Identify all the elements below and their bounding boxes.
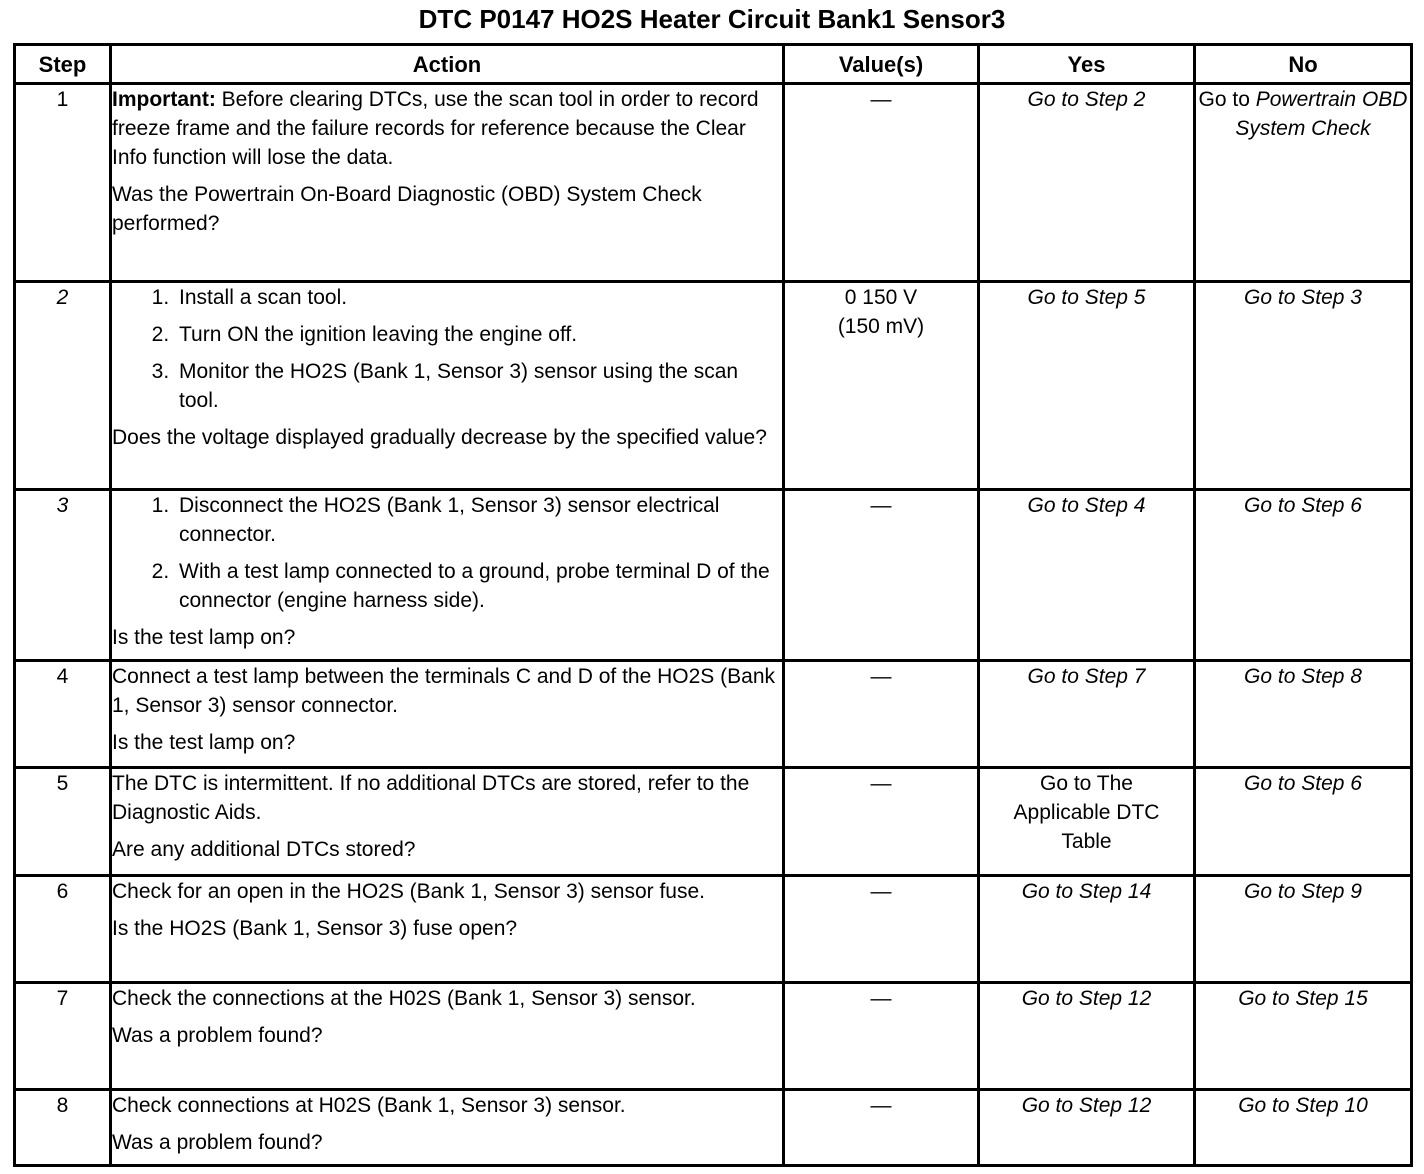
no-prefix: Go to xyxy=(1198,88,1256,111)
value-dash: — xyxy=(870,494,892,517)
no-cell: Go to Step 9 xyxy=(1195,876,1412,983)
value-dash: — xyxy=(870,1094,892,1117)
action-text: The DTC is intermittent. If no additional DTCs are stored, refer to the Diagnostic Aids. xyxy=(112,772,750,824)
value-dash: — xyxy=(870,772,892,795)
step-number: 3 xyxy=(15,490,111,661)
no-cell: Go to Step 6 xyxy=(1195,768,1412,876)
table-header-row xyxy=(15,45,1412,84)
value-cell xyxy=(784,661,979,768)
column-header-values: Value(s) xyxy=(784,45,979,84)
action-cell xyxy=(111,661,784,768)
table-row xyxy=(15,84,1412,282)
action-question: Are any additional DTCs stored? xyxy=(112,838,416,861)
table-row xyxy=(15,768,1412,876)
no-italic-text: Powertrain OBD System Check xyxy=(1235,88,1408,140)
table-row xyxy=(15,661,1412,768)
value-line: 0 150 V xyxy=(844,286,918,309)
action-question: Is the HO2S (Bank 1, Sensor 3) fuse open? xyxy=(112,917,518,940)
diagnostic-table xyxy=(13,43,1413,1167)
action-text: Check connections at H02S (Bank 1, Sensor 3) sensor. xyxy=(112,1094,626,1117)
yes-cell: Go to Step 7 xyxy=(979,661,1195,768)
value-dash: — xyxy=(870,880,892,903)
value-cell xyxy=(784,983,979,1090)
no-cell: Go to Step 6 xyxy=(1195,490,1412,661)
yes-cell: Go to Step 4 xyxy=(979,490,1195,661)
value-cell xyxy=(784,768,979,876)
yes-cell: Go to Step 14 xyxy=(979,876,1195,983)
step-number: 5 xyxy=(15,768,111,876)
action-question: Was a problem found? xyxy=(112,1131,323,1154)
action-cell xyxy=(111,490,784,661)
substep-item: 1. Install a scan tool. xyxy=(175,283,782,312)
no-cell xyxy=(1195,84,1412,282)
important-label: Important: xyxy=(112,88,216,111)
action-cell xyxy=(111,1090,784,1166)
step-number: 1 xyxy=(15,84,111,282)
table-row xyxy=(15,876,1412,983)
value-dash: — xyxy=(870,88,892,111)
action-question: Is the test lamp on? xyxy=(112,626,296,649)
value-dash: — xyxy=(870,665,892,688)
important-text: Before clearing DTCs, use the scan tool in order to record freeze frame and the failure records for reference because the Clear Info function will lose the data. xyxy=(112,88,759,169)
yes-cell: Go to Step 12 xyxy=(979,983,1195,1090)
substep-list xyxy=(112,491,782,615)
column-header-no: No xyxy=(1195,45,1412,84)
step-number: 6 xyxy=(15,876,111,983)
step-number: 8 xyxy=(15,1090,111,1166)
page-title: DTC P0147 HO2S Heater Circuit Bank1 Sensor3 xyxy=(418,4,1006,34)
substep-item: 1. Disconnect the HO2S (Bank 1, Sensor 3) sensor electrical connector. xyxy=(175,491,782,549)
substep-item: 2. With a test lamp connected to a ground, probe terminal D of the connector (engine harness side). xyxy=(175,557,782,615)
no-cell: Go to Step 15 xyxy=(1195,983,1412,1090)
value-dash: — xyxy=(870,987,892,1010)
action-question: Is the test lamp on? xyxy=(112,731,296,754)
no-cell: Go to Step 3 xyxy=(1195,282,1412,490)
action-text: Connect a test lamp between the terminals C and D of the HO2S (Bank 1, Sensor 3) sensor connector. xyxy=(112,665,776,717)
step-number: 4 xyxy=(15,661,111,768)
value-cell xyxy=(784,84,979,282)
value-cell xyxy=(784,1090,979,1166)
action-question: Was the Powertrain On-Board Diagnostic (OBD) System Check performed? xyxy=(112,183,702,235)
action-text: Check for an open in the HO2S (Bank 1, Sensor 3) sensor fuse. xyxy=(112,880,705,903)
no-cell: Go to Step 8 xyxy=(1195,661,1412,768)
table-row xyxy=(15,983,1412,1090)
action-cell xyxy=(111,282,784,490)
yes-cell: Go to Step 12 xyxy=(979,1090,1195,1166)
action-cell xyxy=(111,983,784,1090)
step-number: 7 xyxy=(15,983,111,1090)
yes-cell: Go to The Applicable DTC Table xyxy=(979,768,1195,876)
table-row xyxy=(15,1090,1412,1166)
action-cell xyxy=(111,84,784,282)
action-cell xyxy=(111,768,784,876)
substep-list xyxy=(112,283,782,415)
no-cell: Go to Step 10 xyxy=(1195,1090,1412,1166)
column-header-action: Action xyxy=(111,45,784,84)
yes-cell: Go to Step 2 xyxy=(979,84,1195,282)
column-header-yes: Yes xyxy=(979,45,1195,84)
column-header-step: Step xyxy=(15,45,111,84)
step-number: 2 xyxy=(15,282,111,490)
substep-item: 3. Monitor the HO2S (Bank 1, Sensor 3) sensor using the scan tool. xyxy=(175,357,782,415)
action-cell xyxy=(111,876,784,983)
table-row xyxy=(15,282,1412,490)
action-question: Does the voltage displayed gradually decrease by the specified value? xyxy=(112,426,767,449)
value-line: (150 mV) xyxy=(837,315,925,338)
value-cell xyxy=(784,490,979,661)
table-row xyxy=(15,490,1412,661)
action-question: Was a problem found? xyxy=(112,1024,323,1047)
important-note xyxy=(112,85,782,172)
value-cell xyxy=(784,282,979,490)
substep-item: 2. Turn ON the ignition leaving the engine off. xyxy=(175,320,782,349)
yes-cell: Go to Step 5 xyxy=(979,282,1195,490)
action-text: Check the connections at the H02S (Bank 1, Sensor 3) sensor. xyxy=(112,987,696,1010)
value-cell xyxy=(784,876,979,983)
